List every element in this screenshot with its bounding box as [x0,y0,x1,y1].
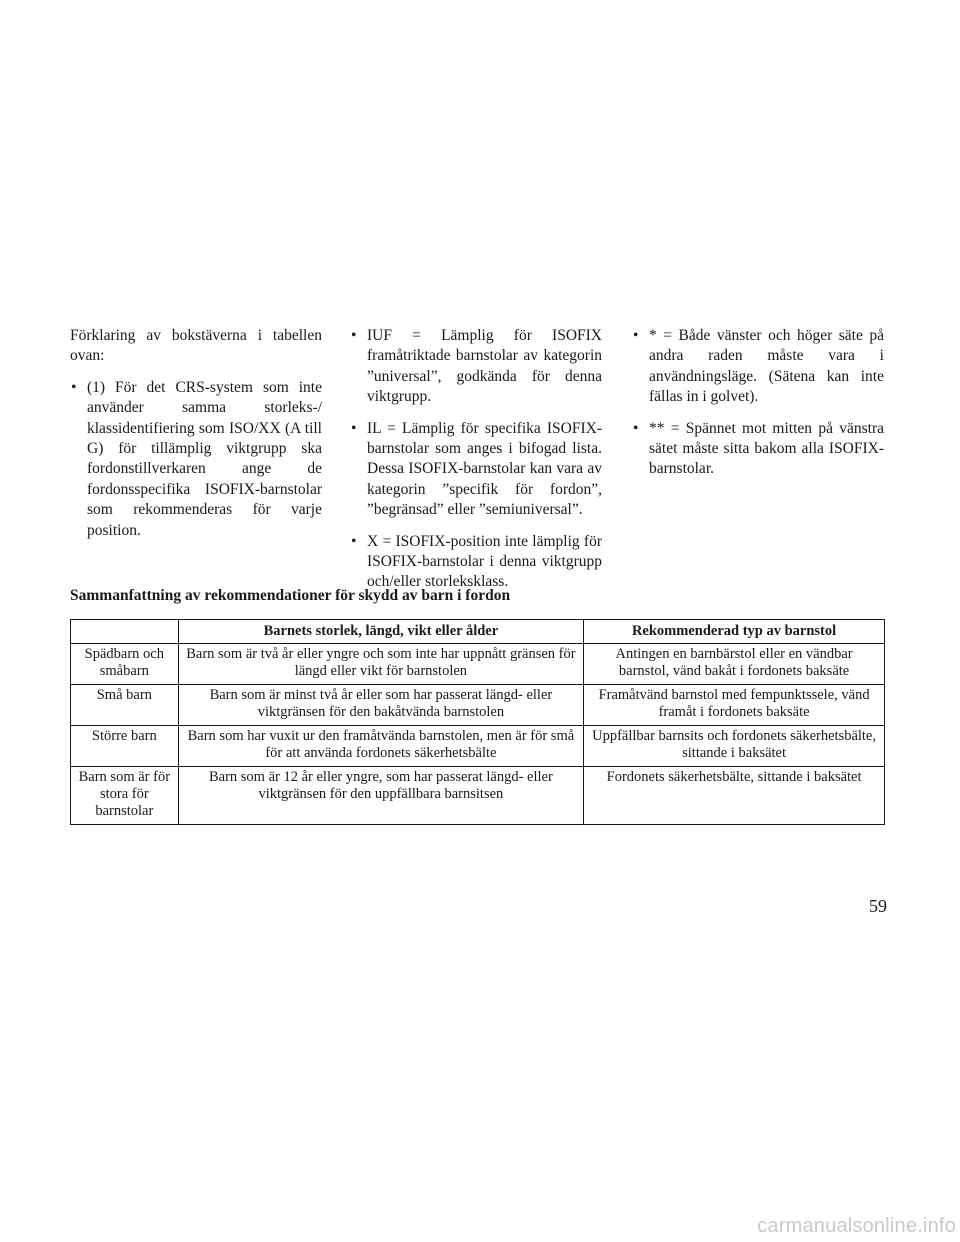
legend-column-3 [632,326,884,491]
watermark: carmanualsonline.info [757,1215,956,1237]
legend-list-2 [350,326,602,593]
page-number: 59 [869,896,887,916]
recommendation-cell: Fordonets säkerhetsbälte, sittande i baksätet [584,767,885,825]
recommendation-table [70,619,885,825]
recommendation-cell: Framåtvänd barnstol med fempunktssele, vänd framåt i fordonets baksäte [584,685,885,726]
legend-list-1 [70,378,322,541]
description-cell: Barn som har vuxit ur den framåtvända barnstolen, men är för små för att använda fordonets säkerhetsbälte [178,726,583,767]
table-row [71,767,885,825]
legend-item: • IL = Lämplig för specifika ISOFIX-barnstolar som anges i bifogad lista. Dessa ISOFIX-barnstolar kan vara av kategorin ”specifik för fordon”, ”begränsad” eller ”semiuniversal”. [350,419,602,521]
legend-item: • X = ISOFIX-position inte lämplig för ISOFIX-barnstolar i denna viktgrupp och/eller storleksklass. [350,532,602,593]
recommendation-cell: Antingen en barnbärstol eller en vändbar barnstol, vänd bakåt i fordonets baksäte [584,644,885,685]
category-cell: Små barn [71,685,179,726]
category-cell: Spädbarn och småbarn [71,644,179,685]
legend-column-1 [70,326,322,552]
category-cell: Större barn [71,726,179,767]
legend-item: • (1) För det CRS-system som inte använder samma storleks-/ klassidentifiering som ISO/XX (A till G) för tillämplig viktgrupp ska fordonstillverkaren ange de fordonsspecifika ISOFIX-barnstolar som rekommenderas för varje position. [70,378,322,541]
table-row [71,644,885,685]
header-cell: Barnets storlek, längd, vikt eller ålder [178,620,583,644]
header-cell [71,620,179,644]
legend-item: • * = Både vänster och höger säte på andra raden måste vara i användningsläge. (Sätena kan inte fällas in i golvet). [632,326,884,408]
category-cell: Barn som är för stora för barnstolar [71,767,179,825]
legend-intro: Förklaring av bokstäverna i tabellen ovan: [70,327,322,365]
recommendation-cell: Uppfällbar barnsits och fordonets säkerhetsbälte, sittande i baksätet [584,726,885,767]
legend-list-3 [632,326,884,480]
description-cell: Barn som är 12 år eller yngre, som har passerat längd- eller viktgränsen för den uppfällbara barnsitsen [178,767,583,825]
legend-item: • IUF = Lämplig för ISOFIX framåtriktade barnstolar av kategorin ”universal”, godkända för denna viktgrupp. [350,326,602,408]
table-row [71,726,885,767]
description-cell: Barn som är två år eller yngre och som inte har uppnått gränsen för längd eller vikt för barnstolen [178,644,583,685]
table-header-row [71,620,885,644]
summary-heading: Sammanfattning av rekommendationer för skydd av barn i fordon [70,587,511,604]
description-cell: Barn som är minst två år eller som har passerat längd- eller viktgränsen för den bakåtvända barnstolen [178,685,583,726]
legend-item: • ** = Spännet mot mitten på vänstra sätet måste sitta bakom alla ISOFIX-barnstolar. [632,419,884,480]
header-cell: Rekommenderad typ av barnstol [584,620,885,644]
table-row [71,685,885,726]
legend-column-2 [350,326,602,604]
